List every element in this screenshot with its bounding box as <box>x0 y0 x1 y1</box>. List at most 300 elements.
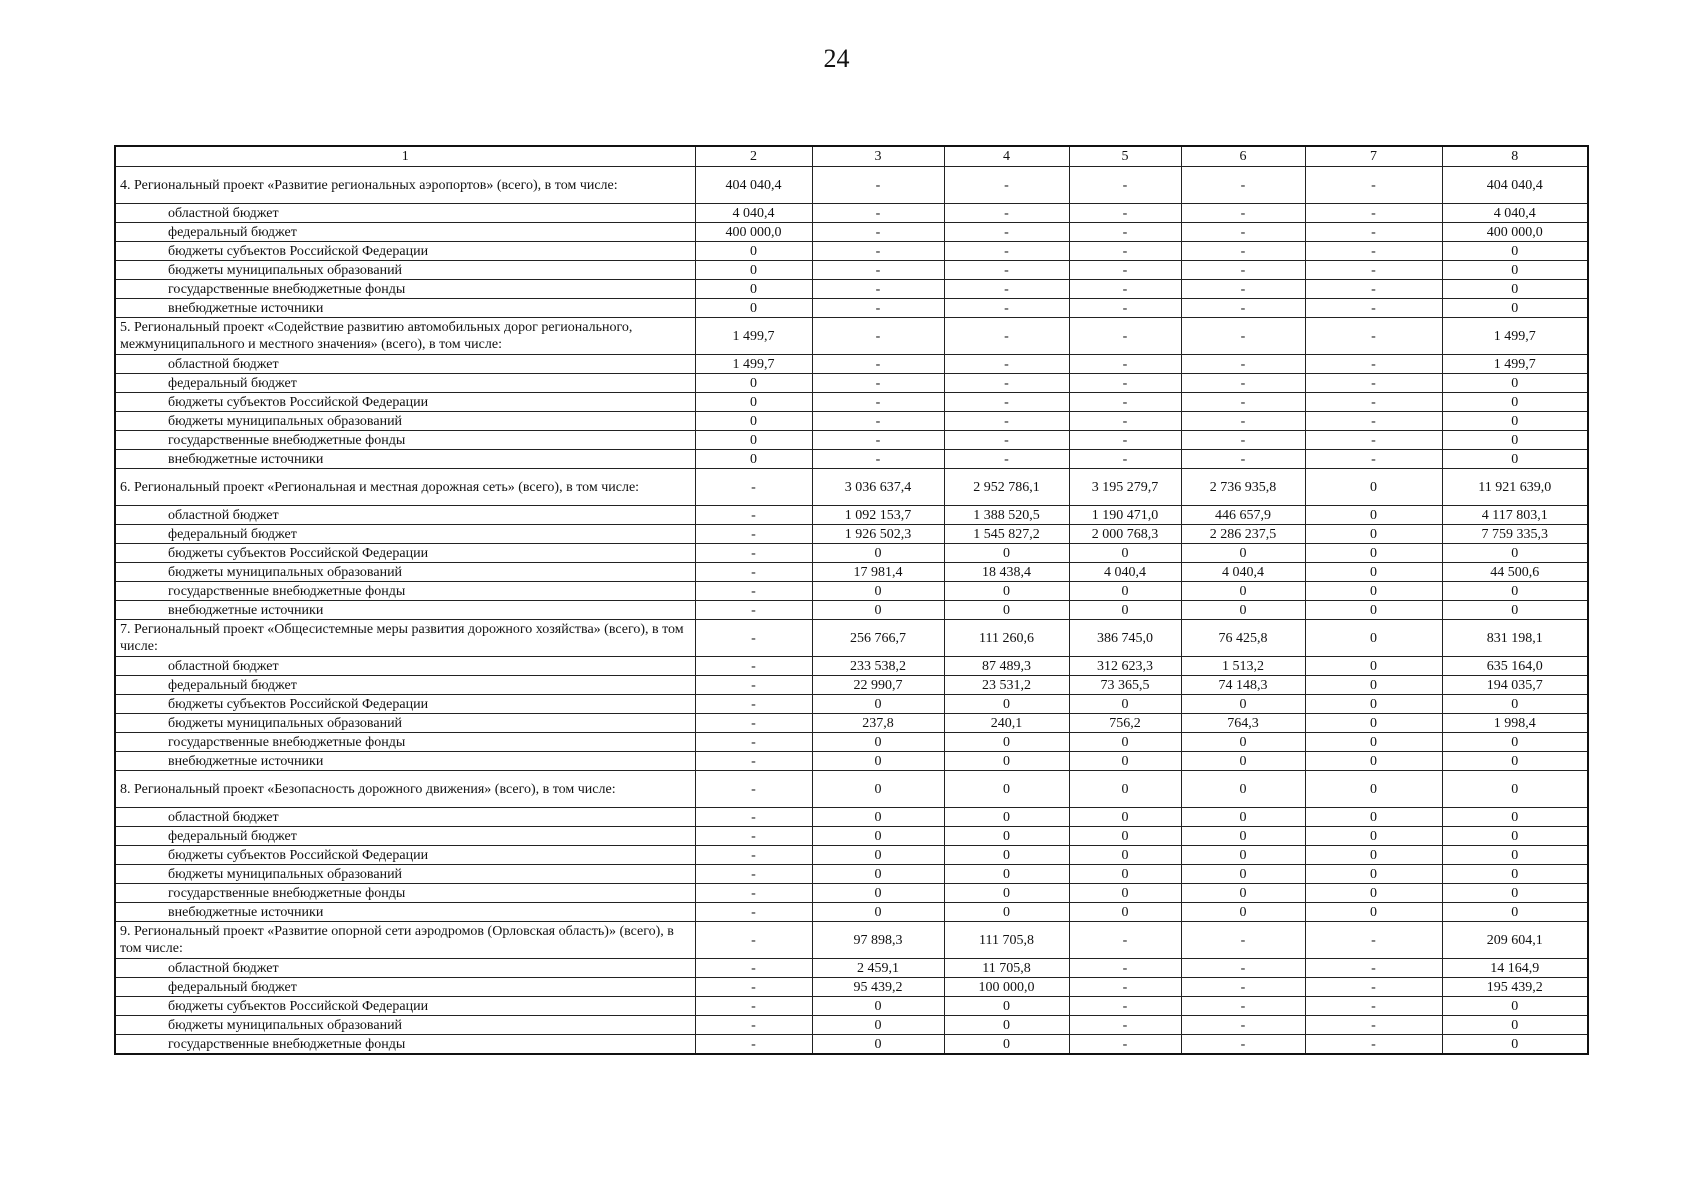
table-row <box>115 695 1588 714</box>
value-cell: 0 <box>812 903 944 922</box>
value-cell: 23 531,2 <box>944 676 1069 695</box>
project-title-cell: 8. Региональный проект «Безопасность дорожного движения» (всего), в том числе: <box>115 771 695 808</box>
value-cell: 1 190 471,0 <box>1069 506 1181 525</box>
value-cell: 0 <box>1442 450 1588 469</box>
value-cell: 3 036 637,4 <box>812 469 944 506</box>
value-cell: 0 <box>1442 261 1588 280</box>
value-cell: 0 <box>1305 884 1442 903</box>
table-row <box>115 450 1588 469</box>
value-cell: 0 <box>944 865 1069 884</box>
value-cell: 1 092 153,7 <box>812 506 944 525</box>
value-cell: 4 117 803,1 <box>1442 506 1588 525</box>
value-cell: 0 <box>944 846 1069 865</box>
value-cell: - <box>812 223 944 242</box>
value-cell: 0 <box>1181 771 1305 808</box>
value-cell: 0 <box>1181 884 1305 903</box>
value-cell: 0 <box>944 903 1069 922</box>
value-cell: - <box>695 563 812 582</box>
value-cell: - <box>695 733 812 752</box>
value-cell: - <box>1069 1035 1181 1055</box>
value-cell: - <box>812 242 944 261</box>
value-cell: 0 <box>1181 903 1305 922</box>
value-cell: - <box>944 261 1069 280</box>
column-header: 6 <box>1181 146 1305 167</box>
value-cell: 256 766,7 <box>812 620 944 657</box>
column-header: 3 <box>812 146 944 167</box>
value-cell: - <box>1069 978 1181 997</box>
value-cell: 0 <box>1442 846 1588 865</box>
value-cell: 0 <box>1442 827 1588 846</box>
funding-source-cell: бюджеты субъектов Российской Федерации <box>115 695 695 714</box>
value-cell: 0 <box>695 393 812 412</box>
value-cell: 0 <box>1442 374 1588 393</box>
value-cell: 756,2 <box>1069 714 1181 733</box>
value-cell: 764,3 <box>1181 714 1305 733</box>
column-header: 2 <box>695 146 812 167</box>
value-cell: - <box>944 318 1069 355</box>
value-cell: - <box>695 469 812 506</box>
value-cell: - <box>812 393 944 412</box>
value-cell: - <box>695 846 812 865</box>
value-cell: 1 545 827,2 <box>944 525 1069 544</box>
value-cell: 195 439,2 <box>1442 978 1588 997</box>
value-cell: - <box>1181 242 1305 261</box>
project-title-cell: 7. Региональный проект «Общесистемные меры развития дорожного хозяйства» (всего), в том числе: <box>115 620 695 657</box>
value-cell: - <box>695 997 812 1016</box>
project-row <box>115 318 1588 355</box>
value-cell: 0 <box>944 601 1069 620</box>
value-cell: 1 998,4 <box>1442 714 1588 733</box>
table-row <box>115 204 1588 223</box>
value-cell: - <box>1181 959 1305 978</box>
value-cell: 7 759 335,3 <box>1442 525 1588 544</box>
value-cell: - <box>1181 431 1305 450</box>
value-cell: - <box>944 355 1069 374</box>
value-cell: 0 <box>812 865 944 884</box>
value-cell: 0 <box>812 544 944 563</box>
funding-source-cell: бюджеты муниципальных образований <box>115 714 695 733</box>
value-cell: - <box>1069 922 1181 959</box>
value-cell: 111 260,6 <box>944 620 1069 657</box>
value-cell: 0 <box>1442 808 1588 827</box>
value-cell: - <box>695 903 812 922</box>
value-cell: - <box>1305 922 1442 959</box>
value-cell: 0 <box>1442 733 1588 752</box>
table-row <box>115 752 1588 771</box>
value-cell: 635 164,0 <box>1442 657 1588 676</box>
value-cell: 0 <box>1181 733 1305 752</box>
value-cell: - <box>1181 167 1305 204</box>
funding-source-cell: федеральный бюджет <box>115 374 695 393</box>
value-cell: - <box>944 280 1069 299</box>
value-cell: 0 <box>695 450 812 469</box>
value-cell: - <box>695 582 812 601</box>
table-row <box>115 223 1588 242</box>
value-cell: 0 <box>812 846 944 865</box>
funding-source-cell: федеральный бюджет <box>115 676 695 695</box>
value-cell: 0 <box>812 1035 944 1055</box>
funding-source-cell: бюджеты муниципальных образований <box>115 563 695 582</box>
value-cell: - <box>1305 431 1442 450</box>
value-cell: - <box>695 865 812 884</box>
value-cell: 2 000 768,3 <box>1069 525 1181 544</box>
value-cell: 0 <box>1442 1016 1588 1035</box>
table-row <box>115 393 1588 412</box>
value-cell: - <box>1069 393 1181 412</box>
value-cell: - <box>1181 393 1305 412</box>
value-cell: 0 <box>944 997 1069 1016</box>
table-row <box>115 280 1588 299</box>
value-cell: 0 <box>1069 601 1181 620</box>
value-cell: 0 <box>944 884 1069 903</box>
table-row <box>115 242 1588 261</box>
value-cell: 237,8 <box>812 714 944 733</box>
table-row <box>115 903 1588 922</box>
project-row <box>115 922 1588 959</box>
value-cell: - <box>695 714 812 733</box>
value-cell: - <box>812 204 944 223</box>
value-cell: - <box>1069 959 1181 978</box>
value-cell: 2 459,1 <box>812 959 944 978</box>
value-cell: 0 <box>812 808 944 827</box>
value-cell: - <box>1305 223 1442 242</box>
project-row <box>115 620 1588 657</box>
value-cell: 0 <box>1181 827 1305 846</box>
funding-source-cell: бюджеты муниципальных образований <box>115 261 695 280</box>
value-cell: 0 <box>1442 299 1588 318</box>
value-cell: - <box>812 318 944 355</box>
value-cell: - <box>1069 355 1181 374</box>
value-cell: - <box>812 261 944 280</box>
table-row <box>115 978 1588 997</box>
table-row <box>115 733 1588 752</box>
project-row <box>115 469 1588 506</box>
table-row <box>115 601 1588 620</box>
value-cell: 2 286 237,5 <box>1181 525 1305 544</box>
table-row <box>115 431 1588 450</box>
value-cell: - <box>1305 959 1442 978</box>
value-cell: 0 <box>695 280 812 299</box>
value-cell: 0 <box>1442 903 1588 922</box>
value-cell: 0 <box>812 827 944 846</box>
value-cell: - <box>1305 978 1442 997</box>
value-cell: 0 <box>812 601 944 620</box>
value-cell: 0 <box>1442 431 1588 450</box>
value-cell: 0 <box>1181 601 1305 620</box>
value-cell: - <box>1181 922 1305 959</box>
value-cell: - <box>944 431 1069 450</box>
funding-source-cell: областной бюджет <box>115 506 695 525</box>
value-cell: - <box>1305 1035 1442 1055</box>
column-header: 8 <box>1442 146 1588 167</box>
value-cell: 400 000,0 <box>695 223 812 242</box>
value-cell: 0 <box>1442 412 1588 431</box>
project-title-cell: 5. Региональный проект «Содействие развитию автомобильных дорог регионального, межмуниципального и местного значения» (всего), в том числе: <box>115 318 695 355</box>
value-cell: - <box>1069 431 1181 450</box>
column-header-row <box>115 146 1588 167</box>
value-cell: 2 952 786,1 <box>944 469 1069 506</box>
value-cell: 0 <box>1442 695 1588 714</box>
value-cell: 0 <box>1442 997 1588 1016</box>
value-cell: 1 499,7 <box>695 318 812 355</box>
value-cell: - <box>944 393 1069 412</box>
value-cell: - <box>1181 412 1305 431</box>
table-row <box>115 563 1588 582</box>
table-row <box>115 865 1588 884</box>
value-cell: - <box>1069 412 1181 431</box>
value-cell: - <box>1181 355 1305 374</box>
table-row <box>115 808 1588 827</box>
value-cell: - <box>1181 261 1305 280</box>
value-cell: 404 040,4 <box>1442 167 1588 204</box>
value-cell: - <box>695 922 812 959</box>
value-cell: 0 <box>1305 846 1442 865</box>
funding-source-cell: государственные внебюджетные фонды <box>115 582 695 601</box>
value-cell: 0 <box>695 431 812 450</box>
table-row <box>115 997 1588 1016</box>
value-cell: - <box>812 450 944 469</box>
value-cell: 0 <box>944 808 1069 827</box>
value-cell: 1 926 502,3 <box>812 525 944 544</box>
value-cell: 74 148,3 <box>1181 676 1305 695</box>
value-cell: 73 365,5 <box>1069 676 1181 695</box>
table-row <box>115 374 1588 393</box>
funding-source-cell: федеральный бюджет <box>115 525 695 544</box>
value-cell: 0 <box>1305 525 1442 544</box>
funding-source-cell: государственные внебюджетные фонды <box>115 431 695 450</box>
value-cell: 0 <box>1181 752 1305 771</box>
funding-source-cell: областной бюджет <box>115 355 695 374</box>
funding-source-cell: государственные внебюджетные фонды <box>115 884 695 903</box>
value-cell: - <box>812 412 944 431</box>
project-row <box>115 771 1588 808</box>
value-cell: 22 990,7 <box>812 676 944 695</box>
value-cell: 0 <box>1305 733 1442 752</box>
value-cell: 446 657,9 <box>1181 506 1305 525</box>
value-cell: - <box>1305 242 1442 261</box>
value-cell: - <box>1181 204 1305 223</box>
funding-source-cell: федеральный бюджет <box>115 827 695 846</box>
value-cell: 97 898,3 <box>812 922 944 959</box>
funding-source-cell: областной бюджет <box>115 204 695 223</box>
value-cell: 0 <box>1305 827 1442 846</box>
funding-source-cell: внебюджетные источники <box>115 903 695 922</box>
value-cell: - <box>1069 450 1181 469</box>
value-cell: 111 705,8 <box>944 922 1069 959</box>
value-cell: 0 <box>944 752 1069 771</box>
table-row <box>115 884 1588 903</box>
value-cell: 0 <box>1181 695 1305 714</box>
value-cell: - <box>1069 374 1181 393</box>
value-cell: - <box>695 1035 812 1055</box>
value-cell: 0 <box>812 582 944 601</box>
value-cell: 0 <box>944 1035 1069 1055</box>
value-cell: - <box>695 827 812 846</box>
value-cell: - <box>695 676 812 695</box>
value-cell: 0 <box>1069 903 1181 922</box>
value-cell: 0 <box>944 582 1069 601</box>
value-cell: - <box>812 299 944 318</box>
value-cell: 44 500,6 <box>1442 563 1588 582</box>
value-cell: 0 <box>1305 752 1442 771</box>
value-cell: - <box>1069 1016 1181 1035</box>
value-cell: 0 <box>1305 695 1442 714</box>
value-cell: - <box>1181 299 1305 318</box>
funding-source-cell: бюджеты субъектов Российской Федерации <box>115 544 695 563</box>
value-cell: - <box>944 242 1069 261</box>
table-row <box>115 657 1588 676</box>
value-cell: - <box>1305 261 1442 280</box>
value-cell: 0 <box>1305 657 1442 676</box>
value-cell: - <box>1181 374 1305 393</box>
value-cell: - <box>1069 261 1181 280</box>
value-cell: 0 <box>1069 865 1181 884</box>
value-cell: 0 <box>944 733 1069 752</box>
table-row <box>115 676 1588 695</box>
value-cell: - <box>1305 204 1442 223</box>
value-cell: - <box>695 959 812 978</box>
value-cell: 386 745,0 <box>1069 620 1181 657</box>
project-title-cell: 4. Региональный проект «Развитие региональных аэропортов» (всего), в том числе: <box>115 167 695 204</box>
value-cell: - <box>1069 318 1181 355</box>
value-cell: 17 981,4 <box>812 563 944 582</box>
value-cell: 400 000,0 <box>1442 223 1588 242</box>
project-row <box>115 167 1588 204</box>
funding-source-cell: бюджеты муниципальных образований <box>115 865 695 884</box>
value-cell: 0 <box>1442 582 1588 601</box>
value-cell: 95 439,2 <box>812 978 944 997</box>
value-cell: 0 <box>1305 714 1442 733</box>
column-header: 5 <box>1069 146 1181 167</box>
value-cell: - <box>944 299 1069 318</box>
value-cell: - <box>1181 280 1305 299</box>
value-cell: - <box>1069 242 1181 261</box>
value-cell: 312 623,3 <box>1069 657 1181 676</box>
table-row <box>115 355 1588 374</box>
funding-source-cell: внебюджетные источники <box>115 752 695 771</box>
value-cell: 11 705,8 <box>944 959 1069 978</box>
funding-source-cell: областной бюджет <box>115 657 695 676</box>
funding-source-cell: государственные внебюджетные фонды <box>115 1035 695 1055</box>
value-cell: - <box>695 695 812 714</box>
value-cell: 0 <box>1069 544 1181 563</box>
funding-source-cell: областной бюджет <box>115 959 695 978</box>
funding-source-cell: федеральный бюджет <box>115 223 695 242</box>
value-cell: 100 000,0 <box>944 978 1069 997</box>
value-cell: - <box>812 167 944 204</box>
value-cell: 3 195 279,7 <box>1069 469 1181 506</box>
value-cell: - <box>695 544 812 563</box>
value-cell: 0 <box>944 695 1069 714</box>
value-cell: - <box>1069 204 1181 223</box>
value-cell: - <box>944 223 1069 242</box>
value-cell: 0 <box>1069 827 1181 846</box>
value-cell: 11 921 639,0 <box>1442 469 1588 506</box>
value-cell: - <box>944 167 1069 204</box>
value-cell: - <box>1069 223 1181 242</box>
value-cell: 0 <box>1305 601 1442 620</box>
table-row <box>115 714 1588 733</box>
funding-source-cell: бюджеты муниципальных образований <box>115 1016 695 1035</box>
table-body <box>115 167 1588 1055</box>
value-cell: 0 <box>1069 884 1181 903</box>
value-cell: 0 <box>1442 280 1588 299</box>
value-cell: 209 604,1 <box>1442 922 1588 959</box>
value-cell: 0 <box>1181 544 1305 563</box>
value-cell: 0 <box>1305 771 1442 808</box>
value-cell: 0 <box>1442 242 1588 261</box>
value-cell: 0 <box>1442 1035 1588 1055</box>
value-cell: 4 040,4 <box>1069 563 1181 582</box>
table-row <box>115 582 1588 601</box>
funding-source-cell: государственные внебюджетные фонды <box>115 733 695 752</box>
value-cell: - <box>1305 412 1442 431</box>
funding-source-cell: внебюджетные источники <box>115 299 695 318</box>
value-cell: - <box>1305 299 1442 318</box>
value-cell: 0 <box>944 827 1069 846</box>
value-cell: 0 <box>1305 620 1442 657</box>
funding-source-cell: бюджеты субъектов Российской Федерации <box>115 997 695 1016</box>
value-cell: 0 <box>1442 393 1588 412</box>
value-cell: 0 <box>1069 733 1181 752</box>
value-cell: 4 040,4 <box>1181 563 1305 582</box>
value-cell: 831 198,1 <box>1442 620 1588 657</box>
value-cell: 0 <box>812 771 944 808</box>
table-row <box>115 1016 1588 1035</box>
value-cell: - <box>695 1016 812 1035</box>
value-cell: 0 <box>1305 582 1442 601</box>
value-cell: 404 040,4 <box>695 167 812 204</box>
value-cell: 0 <box>812 695 944 714</box>
value-cell: - <box>1069 167 1181 204</box>
value-cell: - <box>1181 1016 1305 1035</box>
value-cell: 18 438,4 <box>944 563 1069 582</box>
table-row <box>115 959 1588 978</box>
value-cell: - <box>1069 280 1181 299</box>
value-cell: - <box>1305 280 1442 299</box>
value-cell: 4 040,4 <box>1442 204 1588 223</box>
value-cell: 0 <box>695 242 812 261</box>
value-cell: 0 <box>1069 582 1181 601</box>
value-cell: 0 <box>944 771 1069 808</box>
value-cell: 233 538,2 <box>812 657 944 676</box>
table-row <box>115 544 1588 563</box>
value-cell: 0 <box>1305 676 1442 695</box>
value-cell: 0 <box>695 412 812 431</box>
value-cell: 76 425,8 <box>1181 620 1305 657</box>
funding-source-cell: бюджеты субъектов Российской Федерации <box>115 846 695 865</box>
value-cell: 0 <box>1442 601 1588 620</box>
value-cell: - <box>812 280 944 299</box>
value-cell: - <box>695 601 812 620</box>
value-cell: - <box>1181 450 1305 469</box>
value-cell: 0 <box>812 1016 944 1035</box>
value-cell: 0 <box>1069 752 1181 771</box>
value-cell: 0 <box>1305 544 1442 563</box>
value-cell: 0 <box>1442 884 1588 903</box>
value-cell: - <box>944 374 1069 393</box>
value-cell: 0 <box>1305 808 1442 827</box>
value-cell: 1 388 520,5 <box>944 506 1069 525</box>
value-cell: - <box>1305 374 1442 393</box>
value-cell: 0 <box>812 884 944 903</box>
value-cell: - <box>695 525 812 544</box>
value-cell: - <box>1305 393 1442 412</box>
table-row <box>115 1035 1588 1055</box>
funding-source-cell: внебюджетные источники <box>115 601 695 620</box>
value-cell: 0 <box>812 733 944 752</box>
project-title-cell: 9. Региональный проект «Развитие опорной сети аэродромов (Орловская область)» (всего), в том числе: <box>115 922 695 959</box>
